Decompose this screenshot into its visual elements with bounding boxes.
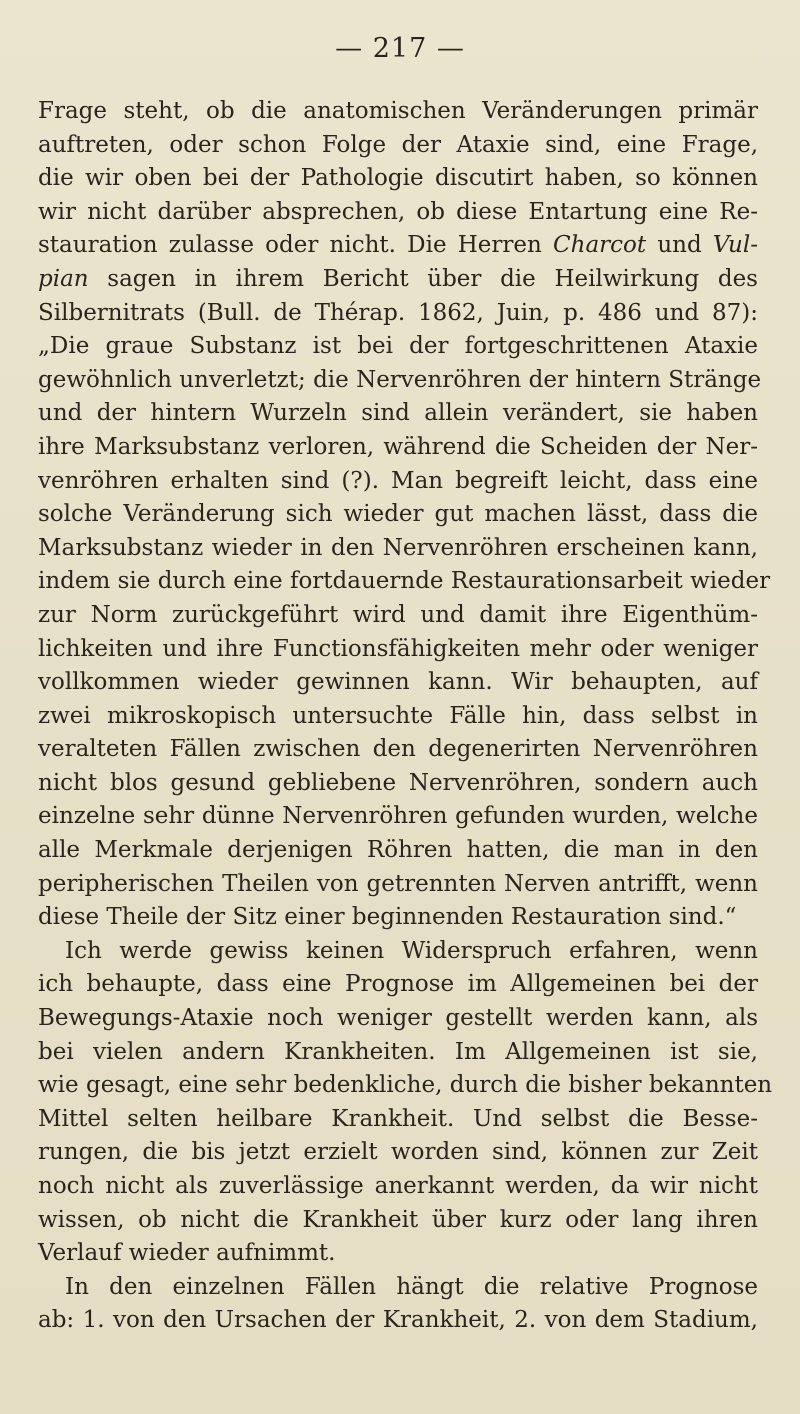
text-line: und der hintern Wurzeln sind allein verändert, sie haben [38,400,758,427]
page-number: — 217 — [335,33,465,64]
text-line: alle Merkmale derjenigen Röhren hatten, die man in den [38,837,758,864]
text-line [38,229,758,263]
text-line: veralteten Fällen zwischen den degenerirten Nervenröhren [38,736,758,763]
text-line: Marksubstanz wieder in den Nervenröhren erscheinen kann, [38,534,758,561]
text-line: gewöhnlich unverletzt; die Nervenröhren der hintern Stränge [38,366,762,393]
text-line: Ich werde gewiss keinen Widerspruch erfahren, wenn [65,937,758,964]
text-line: zwei mikroskopisch untersuchte Fälle hin, dass selbst in [38,702,758,729]
text-line: indem sie durch eine fortdauernde Restaurationsarbeit wieder [38,568,771,595]
text-line: Silbernitrats (Bull. de Thérap. 1862, Juin, p. 486 und 87): [38,299,758,326]
text-line: In den einzelnen Fällen hängt die relative Prognose [65,1273,758,1300]
text-line: ihre Marksubstanz verloren, während die Scheiden der Ner- [38,433,758,460]
text-line: bei vielen andern Krankheiten. Im Allgemeinen ist sie, [38,1038,758,1065]
text-line: Frage steht, ob die anatomischen Veränderungen primär [38,98,758,124]
text-line: vollkommen wieder gewinnen kann. Wir behaupten, auf [38,669,758,696]
text-line: „Die graue Substanz ist bei der fortgeschrittenen Ataxie [38,333,758,360]
text-line: diese Theile der Sitz einer beginnenden Restauration sind.“ [38,904,737,931]
text-segment: sagen in ihrem Bericht über die Heilwirkung des [88,265,758,292]
text-line: die wir oben bei der Pathologie discutirt haben, so können [38,165,758,192]
text-line: Mittel selten heilbare Krankheit. Und selbst die Besse- [38,1105,758,1132]
author-name-charcot: Charcot [553,232,647,259]
text-segment: und [646,232,713,259]
text-line: ab: 1. von den Ursachen der Krankheit, 2. von dem Stadium, [38,1307,758,1334]
text-line: lichkeiten und ihre Functionsfähigkeiten mehr oder weniger [38,635,758,662]
text-line: zur Norm zurückgeführt wird und damit ihre Eigenthüm- [38,601,758,628]
text-line: wissen, ob nicht die Krankheit über kurz oder lang ihren [38,1206,758,1233]
author-name-vulpian-cont: pian [38,265,89,292]
text-line: einzelne sehr dünne Nervenröhren gefunden wurden, welche [38,803,758,830]
text-line: wie gesagt, eine sehr bedenkliche, durch die bisher bekannten [38,1072,773,1099]
text-line: nicht blos gesund gebliebene Nervenröhren, sondern auch [38,769,758,796]
text-line: Verlauf wieder aufnimmt. [38,1240,336,1267]
text-line: Bewegungs-Ataxie noch weniger gestellt werden kann, als [38,1005,758,1032]
text-line: solche Veränderung sich wieder gut machen lässt, dass die [38,501,758,528]
text-line: auftreten, oder schon Folge der Ataxie sind, eine Frage, [38,131,758,158]
text-line: venröhren erhalten sind (?). Man begreift leicht, dass eine [38,467,758,494]
author-name-vulpian: Vul- [712,232,758,259]
text-line: ich behaupte, dass eine Prognose im Allgemeinen bei der [38,971,758,998]
text-line [38,263,758,297]
text-line: noch nicht als zuverlässige anerkannt werden, da wir nicht [38,1173,758,1199]
body-text [38,95,773,1338]
text-segment: stauration zulasse oder nicht. Die Herren [38,232,554,259]
text-line: wir nicht darüber absprechen, ob diese Entartung eine Re- [38,198,758,225]
text-line: rungen, die bis jetzt erzielt worden sind, können zur Zeit [38,1139,758,1166]
text-line: peripherischen Theilen von getrennten Nerven antrifft, wenn [38,870,758,897]
